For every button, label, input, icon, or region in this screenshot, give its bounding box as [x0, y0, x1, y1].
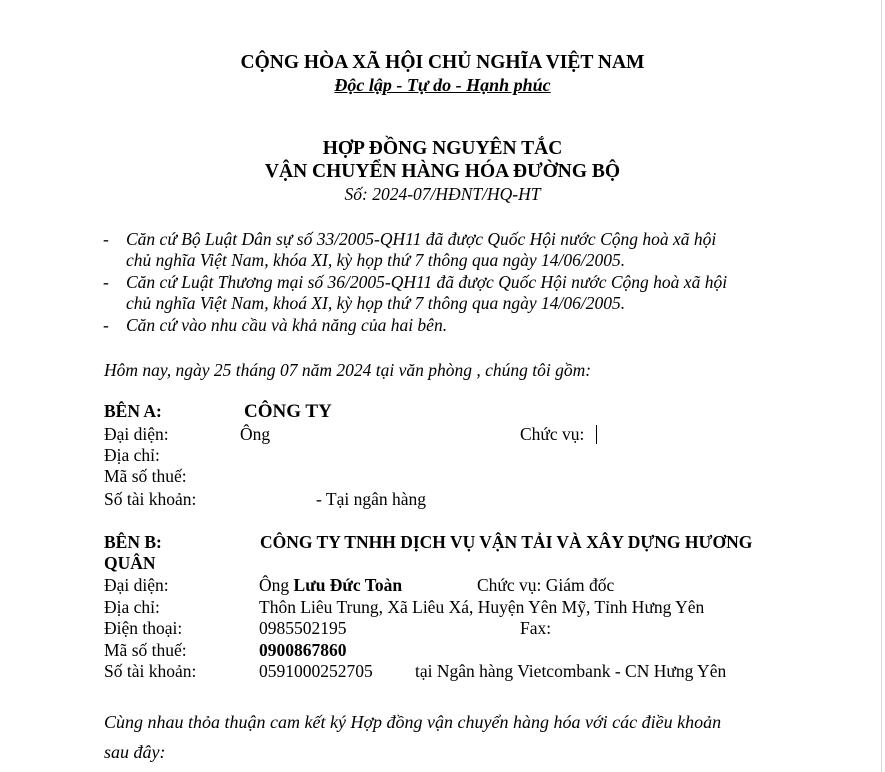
party-b-rep-name: Lưu Đức Toàn: [293, 575, 403, 595]
party-a-account-bank: - Tại ngân hàng: [316, 489, 426, 509]
party-a-rep-label: Đại diện:: [104, 424, 169, 444]
party-b-address-value: Thôn Liêu Trung, Xã Liêu Xá, Huyện Yên Mỹ, Tỉnh Hưng Yên: [259, 597, 705, 617]
party-b-company-line1: CÔNG TY TNHH DỊCH VỤ VẬN TẢI VÀ XÂY DỰNG HƯƠNG: [260, 532, 753, 552]
contract-title-line1: HỢP ĐỒNG NGUYÊN TẮC: [322, 138, 563, 159]
closing-line2: sau đây:: [104, 742, 166, 762]
party-a-company: CÔNG TY: [244, 401, 332, 422]
party-b-address-label: Địa chỉ:: [104, 597, 160, 617]
party-a-address-label: Địa chỉ:: [104, 445, 160, 465]
party-b-label: BÊN B:: [104, 532, 162, 552]
legal-basis-1-line1: Căn cứ Bộ Luật Dân sự số 33/2005-QH11 đã được Quốc Hội nước Cộng hoà xã hội: [126, 229, 717, 249]
party-b-account-label: Số tài khoản:: [104, 661, 197, 681]
legal-basis-1-line2: chủ nghĩa Việt Nam, khóa XI, kỳ họp thứ 7 thông qua ngày 14/06/2005.: [126, 250, 626, 270]
party-b-position: Chức vụ: Giám đốc: [477, 575, 615, 595]
legal-basis-3: Căn cứ vào nhu cầu và khả năng của hai bên.: [126, 315, 448, 335]
country-heading: CỘNG HÒA XÃ HỘI CHỦ NGHĨA VIỆT NAM: [240, 52, 645, 73]
closing-line1: Cùng nhau thỏa thuận cam kết ký Hợp đồng vận chuyển hàng hóa với các điều khoản: [104, 712, 722, 732]
party-b-fax-label: Fax:: [520, 618, 552, 638]
contract-number: Số: 2024-07/HĐNT/HQ-HT: [344, 184, 541, 204]
party-a-rep-value: Ông: [240, 424, 271, 444]
bullet-2: -: [103, 272, 109, 292]
contract-title-line2: VẬN CHUYỂN HÀNG HÓA ĐƯỜNG BỘ: [264, 161, 621, 182]
party-a-position-label: Chức vụ:: [520, 424, 585, 444]
party-b-rep-value: [259, 577, 402, 595]
text-cursor: [596, 425, 597, 444]
party-b-tax-value: 0900867860: [259, 640, 347, 660]
party-b-phone-value: 0985502195: [259, 618, 347, 638]
intro-text: Hôm nay, ngày 25 tháng 07 năm 2024 tại văn phòng , chúng tôi gồm:: [104, 360, 592, 380]
legal-basis-2-line2: chủ nghĩa Việt Nam, khoá XI, kỳ họp thứ 7 thông qua ngày 14/06/2005.: [126, 293, 626, 313]
party-b-account-value: 0591000252705: [259, 661, 373, 681]
motto: Độc lập - Tự do - Hạnh phúc: [334, 75, 551, 95]
party-b-company-line2: QUÂN: [104, 553, 156, 573]
party-b-tax-label: Mã số thuế:: [104, 640, 187, 660]
party-a-account-label: Số tài khoản:: [104, 489, 197, 509]
party-b-rep-prefix: Ông: [259, 575, 290, 595]
party-a-label: BÊN A:: [104, 401, 162, 421]
bullet-1: -: [103, 229, 109, 249]
legal-basis-2-line1: Căn cứ Luật Thương mại số 36/2005-QH11 đã được Quốc Hội nước Cộng hoà xã hội: [126, 272, 728, 292]
party-b-account-bank: tại Ngân hàng Vietcombank - CN Hưng Yên: [415, 661, 727, 681]
party-a-tax-label: Mã số thuế:: [104, 466, 187, 486]
party-b-phone-label: Điện thoại:: [104, 618, 183, 638]
party-b-rep-label: Đại diện:: [104, 575, 169, 595]
bullet-3: -: [103, 315, 109, 335]
